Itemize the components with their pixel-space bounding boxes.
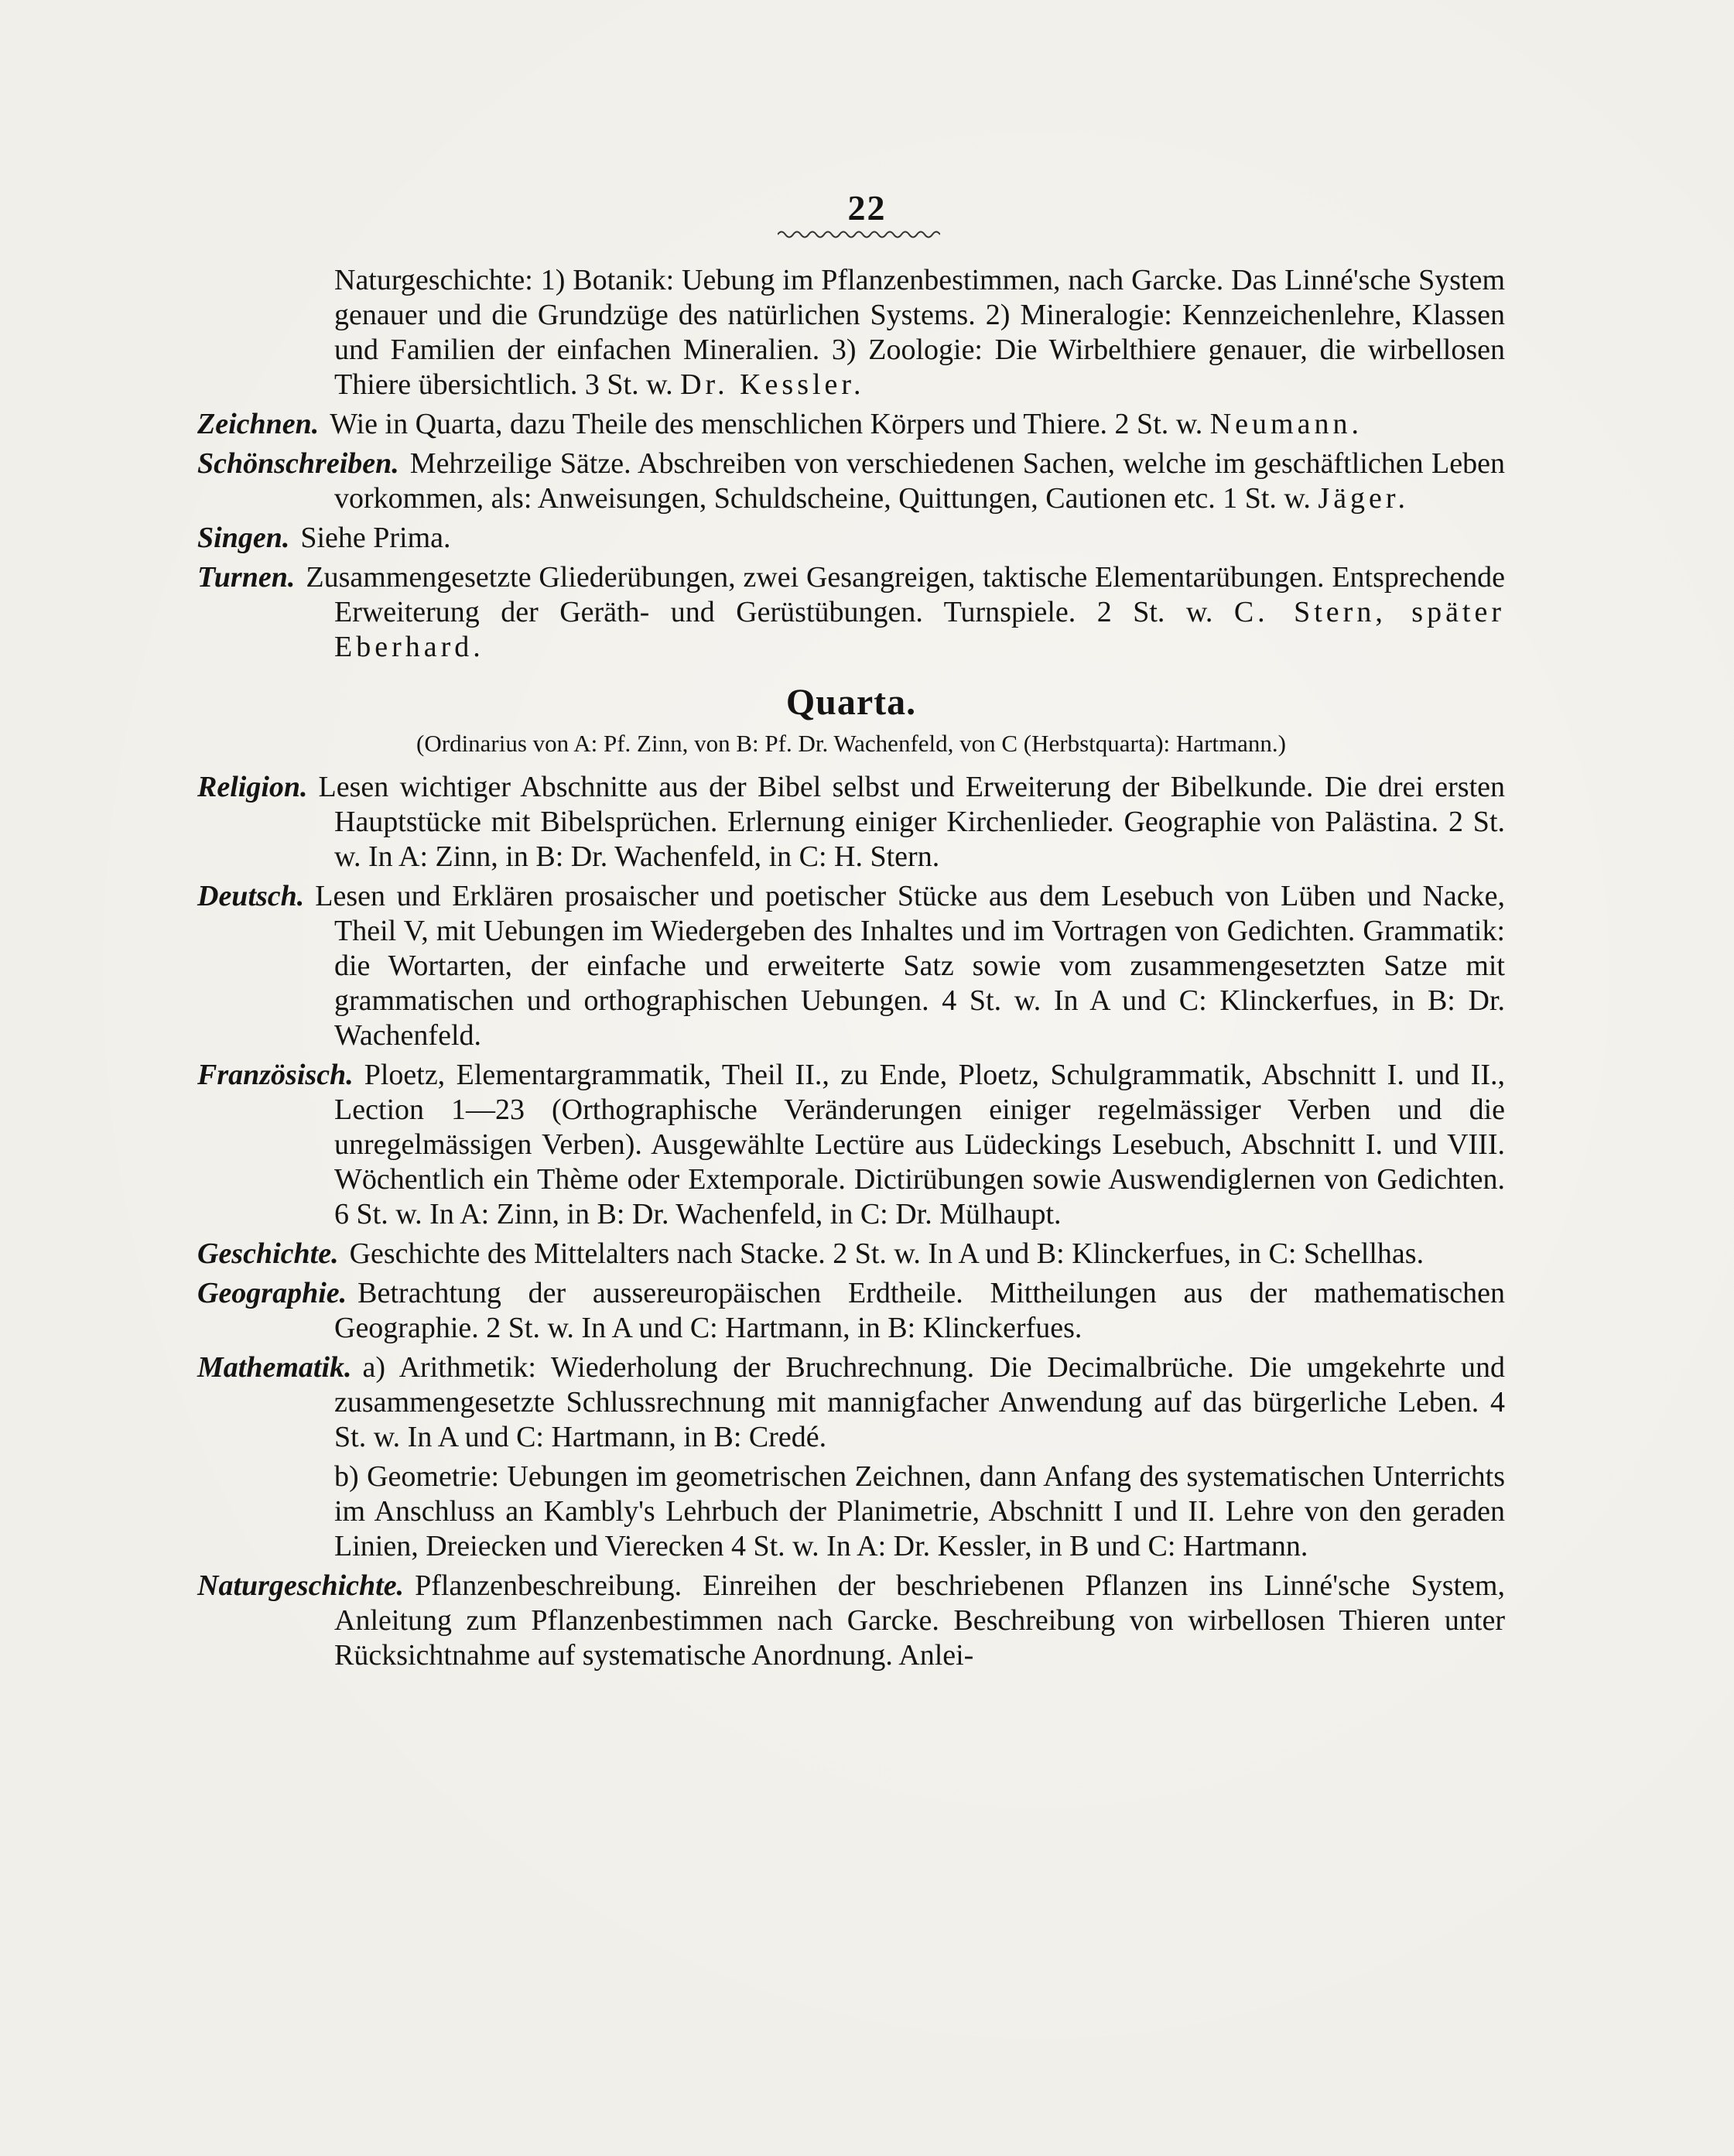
subject-zeichnen: Zeichnen. Wie in Quarta, dazu Theile des menschlichen Körpers und Thiere. 2 St. w. Neumann. <box>197 408 1363 440</box>
page-content <box>197 263 1505 1678</box>
subject-geschichte: Geschichte. Geschichte des Mittelalters nach Stacke. 2 St. w. In A und B: Klinckerfues, in C: Schellhas. <box>197 1237 1424 1270</box>
subject-turnen: Turnen. Zusammengesetzte Gliederübungen, zwei Gesangreigen, taktische Elementarübungen. Entsprechende Erweiterung der Geräth- und Gerüstübungen. Turnspiele. 2 St. w. C. Stern, später Eberhard. <box>197 561 1506 663</box>
subject-geographie: Geographie. Betrachtung der aussereuropäischen Erdtheile. Mittheilungen aus der mathematischen Geographie. 2 St. w. In A und C: Hartmann, in B: Klinckerfues. <box>197 1277 1505 1344</box>
subject-mathematik-arithmetik: Mathematik. a) Arithmetik: Wiederholung der Bruchrechnung. Die Decimalbrüche. Die umgekehrte und zusammengesetzte Schlussrechnung mit mannigfacher Anwendung auf das bürgerliche Leben. 4 St. w. In A und C: Hartmann, in B: Credé. <box>197 1351 1505 1453</box>
section-heading-quarta: Quarta. <box>785 682 917 723</box>
ordinarius-line: (Ordinarius von A: Pf. Zinn, von B: Pf. Dr. Wachenfeld, von C (Herbstquarta): Hartmann.) <box>416 730 1286 757</box>
page-number: 22 <box>847 188 887 228</box>
subject-naturgeschichte: Naturgeschichte. Pflanzenbeschreibung. Einreihen der beschriebenen Pflanzen ins Linné'sche System, Anleitung zum Pflanzenbestimmen nach Garcke. Beschreibung von wirbellosen Thieren unter Rücksichtnahme auf systematische Anordnung. Anlei- <box>197 1569 1505 1672</box>
subject-schoenschreiben: Schönschreiben. Mehrzeilige Sätze. Abschreiben von verschiedenen Sachen, welche im geschäftlichen Leben vorkommen, als: Anweisungen, Schuldscheine, Quittungen, Cautionen etc. 1 St. w. Jäger. <box>197 447 1505 515</box>
subject-franzoesisch: Französisch. Ploetz, Elementargrammatik, Theil II., zu Ende, Ploetz, Schulgrammatik, Abschnitt I. und II., Lection 1—23 (Orthographische Veränderungen einiger regelmässiger Verben und die unregelmässigen Verben). Ausgewählte Lectüre aus Lüdeckings Lesebuch, Abschnitt I. und VIII. Wöchentlich ein Thème oder Extemporale. Dictirübungen sowie Auswendiglernen von Gedichten. 6 St. w. In A: Zinn, in B: Dr. Wachenfeld, in C: Dr. Mülhaupt. <box>197 1059 1505 1230</box>
subject-mathematik-geometrie: b) Geometrie: Uebungen im geometrischen Zeichnen, dann Anfang des systematischen Unterrichts im Anschluss an Kambly's Lehrbuch der Planimetrie, Abschnitt I und II. Lehre von den geraden Linien, Dreiecken und Vierecken 4 St. w. In A: Dr. Kessler, in B und C: Hartmann. <box>334 1460 1505 1562</box>
subject-deutsch: Deutsch. Lesen und Erklären prosaischer und poetischer Stücke aus dem Lesebuch von Lüben und Nacke, Theil V, mit Uebungen im Wiedergeben des Inhaltes und im Vortragen von Gedichten. Grammatik: die Wortarten, der einfache und erweiterte Satz sowie vom zusammengesetzten Satze mit grammatischen und orthographischen Uebungen. 4 St. w. In A und C: Klinckerfues, in B: Dr. Wachenfeld. <box>197 880 1505 1052</box>
subject-singen: Singen. Siehe Prima. <box>197 522 451 554</box>
wavy-rule-ornament <box>778 229 940 240</box>
subject-religion: Religion. Lesen wichtiger Abschnitte aus der Bibel selbst und Erweiterung der Bibelkunde. Die drei ersten Hauptstücke mit Bibelsprüchen. Erlernung einiger Kirchenlieder. Geographie von Palästina. 2 St. w. In A: Zinn, in B: Dr. Wachenfeld, in C: H. Stern. <box>197 771 1505 873</box>
naturgeschichte-continuation: Naturgeschichte: 1) Botanik: Uebung im Pflanzenbestimmen, nach Garcke. Das Linné'sche System genauer und die Grundzüge des natürlichen Systems. 2) Mineralogie: Kennzeichenlehre, Klassen und Familien der einfachen Mineralien. 3) Zoologie: Die Wirbelthiere genauer, die wirbellosen Thiere übersichtlich. 3 St. w. Dr. Kessler. <box>334 264 1506 401</box>
